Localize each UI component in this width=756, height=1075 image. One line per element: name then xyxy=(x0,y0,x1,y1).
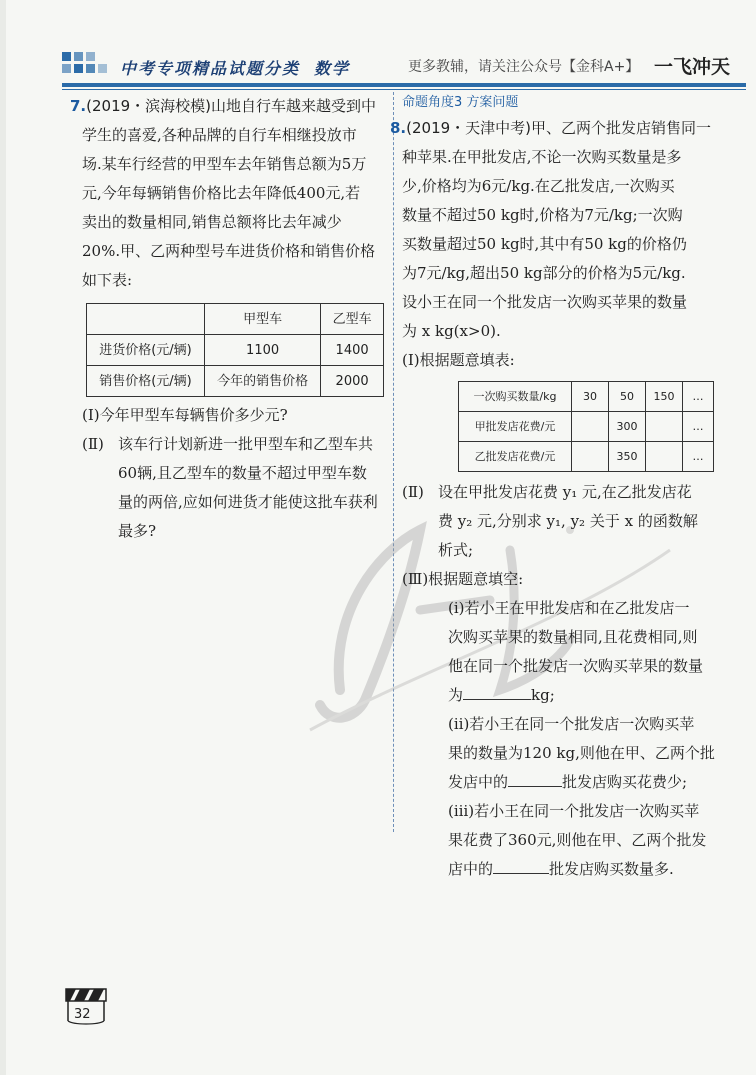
question-number: 8. xyxy=(390,119,407,137)
table-cell xyxy=(87,304,205,335)
table-cell xyxy=(646,442,683,472)
answer-blank[interactable] xyxy=(463,699,531,700)
question-line: 种苹果.在甲批发店,不论一次购买数量是多 xyxy=(402,148,682,166)
question-line: 元,今年每辆销售价格比去年降低400元,若 xyxy=(82,184,361,202)
part-mark: (Ⅱ) xyxy=(402,483,424,501)
sub-question-ii xyxy=(402,710,732,797)
sub-line: 批发店购买花费少; xyxy=(562,773,688,791)
table-cell xyxy=(572,412,609,442)
header-title xyxy=(120,56,350,79)
table-cell: 150 xyxy=(646,382,683,412)
question-line: 为 x kg(x>0). xyxy=(402,322,501,340)
part-line: 量的两倍,应如何进货才能使这批车获利 xyxy=(118,493,378,511)
right-column xyxy=(390,92,732,884)
table-cell: 30 xyxy=(572,382,609,412)
header-ad-text: 更多教辅，请关注公众号【金科A+】 xyxy=(408,59,640,75)
table-cell: 300 xyxy=(609,412,646,442)
left-column xyxy=(70,92,384,546)
header-rule-thin xyxy=(62,89,746,90)
question-7 xyxy=(70,92,384,295)
sub-line: (ⅲ)若小王在同一个批发店一次购买苹 xyxy=(448,802,700,820)
sub-line: 果的数量为120 kg,则他在甲、乙两个批 xyxy=(448,744,715,762)
part-line: 析式; xyxy=(438,541,474,559)
table-row xyxy=(459,382,714,412)
question-number: 7. xyxy=(70,97,87,115)
table-cell: 甲批发店花费/元 xyxy=(459,412,572,442)
table-cell: 乙型车 xyxy=(321,304,384,335)
sub-line: 次购买苹果的数量相同,且花费相同,则 xyxy=(448,628,698,646)
sub-line: (ⅰ)若小王在甲批发店和在乙批发店一 xyxy=(448,599,690,617)
table-row xyxy=(87,366,384,397)
question-source: (2019・天津中考) xyxy=(406,119,532,137)
sub-line: 店中的 xyxy=(448,860,494,878)
question-line: 学生的喜爱,各种品牌的自行车相继投放市 xyxy=(82,126,357,144)
question-7-part-1 xyxy=(82,401,384,430)
question-line: 少,价格均为6元/kg.在乙批发店,一次购买 xyxy=(402,177,675,195)
table-cell: … xyxy=(683,382,714,412)
table-row xyxy=(87,335,384,366)
table-cell: 今年的销售价格 xyxy=(205,366,321,397)
question-line: 数量不超过50 kg时,价格为7元/kg;一次购 xyxy=(402,206,683,224)
part-mark: (Ⅰ) xyxy=(82,406,100,424)
brand-logo: 一飞冲天 xyxy=(653,56,730,78)
table-header-row xyxy=(87,304,384,335)
table-cell: 350 xyxy=(609,442,646,472)
question-8 xyxy=(390,114,732,346)
page-edge xyxy=(0,0,6,1075)
question-line: 20%.甲、乙两种型号车进货价格和销售价格 xyxy=(82,242,376,260)
question-line: 如下表: xyxy=(82,271,133,289)
question-8-part-3: (Ⅲ)根据题意填空: xyxy=(402,570,524,588)
table-cell: 1400 xyxy=(321,335,384,366)
sub-question-iii xyxy=(402,797,732,884)
question-line: 卖出的数量相同,销售总额将比去年减少 xyxy=(82,213,342,231)
page-number: 32 xyxy=(74,1007,91,1022)
sub-line: 他在同一个批发店一次购买苹果的数量 xyxy=(448,657,704,675)
question-line: 设小王在同一个批发店一次购买苹果的数量 xyxy=(402,293,688,311)
part-line: 设在甲批发店花费 y₁ 元,在乙批发店花 xyxy=(438,483,692,501)
sub-line: 果花费了360元,则他在甲、乙两个批发 xyxy=(448,831,707,849)
logo-squares-icon xyxy=(62,52,110,82)
part-line: 费 y₂ 元,分别求 y₁, y₂ 关于 x 的函数解 xyxy=(438,512,698,530)
sub-line: 发店中的 xyxy=(448,773,509,791)
table-cell: 销售价格(元/辆) xyxy=(87,366,205,397)
table-cell: 一次购买数量/kg xyxy=(459,382,572,412)
subject-label: 数学 xyxy=(314,59,351,78)
price-table xyxy=(86,303,384,397)
table-cell: … xyxy=(683,442,714,472)
question-7-part-2 xyxy=(82,430,384,546)
answer-blank[interactable] xyxy=(508,786,562,787)
table-row xyxy=(459,412,714,442)
table-cell: 乙批发店花费/元 xyxy=(459,442,572,472)
question-line: 山地自行车越来越受到中 xyxy=(211,97,377,115)
part-text: 今年甲型车每辆售价多少元? xyxy=(99,406,288,424)
part-line: 60辆,且乙型车的数量不超过甲型车数 xyxy=(118,464,367,482)
fill-in-table xyxy=(458,381,714,472)
table-row xyxy=(459,442,714,472)
table-cell: 1100 xyxy=(205,335,321,366)
section-heading: 命题角度3 方案问题 xyxy=(402,95,519,110)
sub-line: kg; xyxy=(531,686,555,704)
page-number-badge xyxy=(64,985,110,1025)
table-cell: 2000 xyxy=(321,366,384,397)
question-line: 为7元/kg,超出50 kg部分的价格为5元/kg. xyxy=(402,264,686,282)
table-cell: 甲型车 xyxy=(205,304,321,335)
question-8-part-1: (Ⅰ)根据题意填表: xyxy=(402,351,515,369)
question-line: 甲、乙两个批发店销售同一 xyxy=(531,119,712,137)
question-line: 买数量超过50 kg时,其中有50 kg的价格仍 xyxy=(402,235,687,253)
sub-line: 批发店购买数量多. xyxy=(549,860,674,878)
question-8-part-2 xyxy=(402,478,732,565)
table-cell: 进货价格(元/辆) xyxy=(87,335,205,366)
part-line: 最多? xyxy=(118,522,157,540)
page-header xyxy=(62,38,746,94)
question-line: 场.某车行经营的甲型车去年销售总额为5万 xyxy=(82,155,367,173)
sub-question-i xyxy=(402,594,732,710)
table-cell: … xyxy=(683,412,714,442)
table-cell xyxy=(572,442,609,472)
table-cell: 50 xyxy=(609,382,646,412)
header-rule xyxy=(62,83,746,87)
sub-line: 为 xyxy=(448,686,464,704)
part-line: 该车行计划新进一批甲型车和乙型车共 xyxy=(118,435,374,453)
sub-line: (ⅱ)若小王在同一个批发店一次购买苹 xyxy=(448,715,695,733)
table-cell xyxy=(646,412,683,442)
series-title: 中考专项精品试题分类 xyxy=(120,59,301,78)
part-mark: (Ⅱ) xyxy=(82,435,104,453)
question-source: (2019・滨海校模) xyxy=(86,97,212,115)
answer-blank[interactable] xyxy=(493,873,549,874)
